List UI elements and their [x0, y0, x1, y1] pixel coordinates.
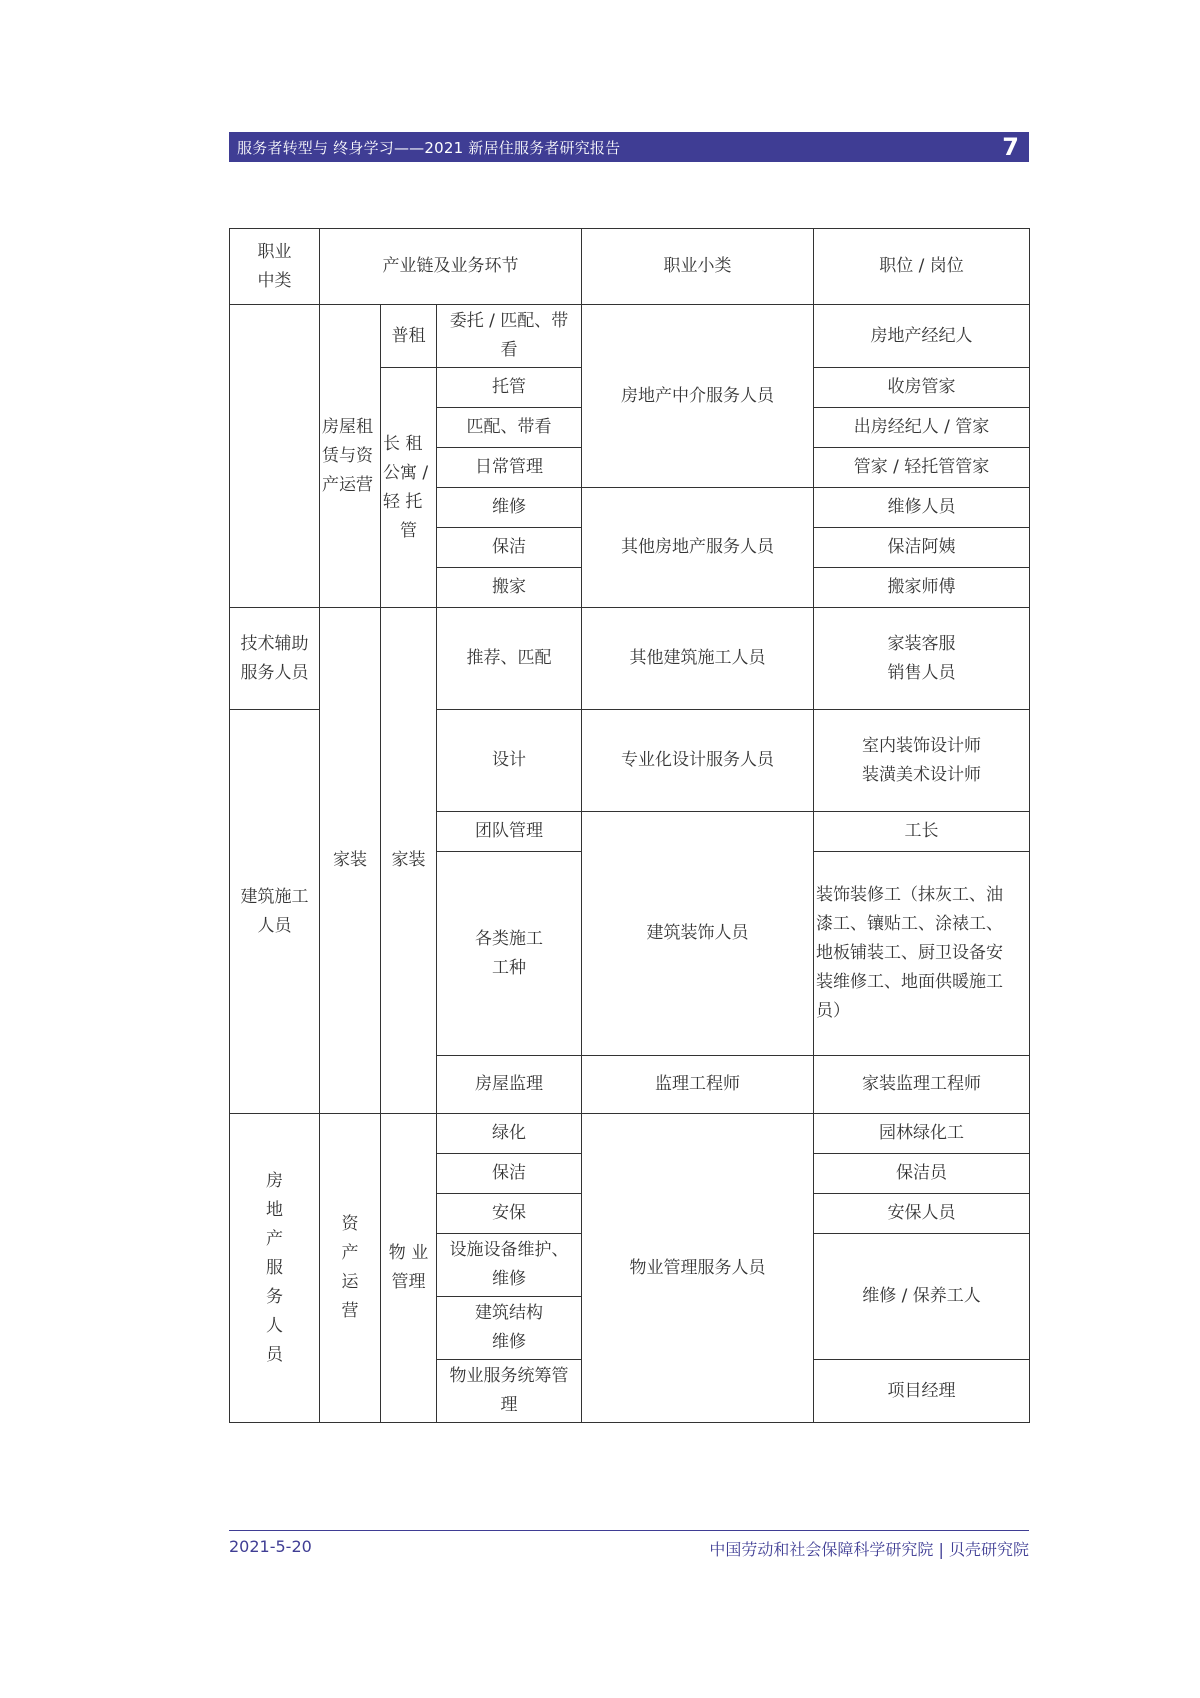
footer-divider [229, 1530, 1029, 1531]
occupation-table [229, 228, 1030, 1423]
position-cell: 搬家师傅 [814, 568, 1030, 608]
position-cell: 保洁阿姨 [814, 528, 1030, 568]
step-cell: 安保 [437, 1194, 582, 1234]
step-cell: 保洁 [437, 1154, 582, 1194]
table-header-row [230, 229, 1030, 305]
position-cell: 出房经纪人 / 管家 [814, 408, 1030, 448]
footer-organizations: 中国劳动和社会保障科学研究院 | 贝壳研究院 [709, 1540, 1029, 1559]
table-row [230, 1114, 1030, 1154]
step-cell: 日常管理 [437, 448, 582, 488]
middle-category-empty [230, 305, 320, 608]
step-cell: 建筑结构 维修 [437, 1297, 582, 1360]
page-number: 7 [1002, 133, 1019, 161]
header-position: 职位 / 岗位 [814, 229, 1030, 305]
sub-category-other-realestate: 其他房地产服务人员 [582, 488, 814, 608]
position-cell: 项目经理 [814, 1360, 1030, 1423]
sub-category-agency: 房地产中介服务人员 [582, 305, 814, 488]
sub-category-supervise: 监理工程师 [582, 1056, 814, 1114]
step-cell: 保洁 [437, 528, 582, 568]
step-cell: 设施设备维护、 维修 [437, 1234, 582, 1297]
step-cell: 维修 [437, 488, 582, 528]
report-title: 服务者转型与 终身学习——2021 新居住服务者研究报告 [237, 138, 621, 157]
chain-property-management: 物 业 管理 [381, 1114, 437, 1423]
header-bar [229, 132, 1029, 162]
chain-home-decor-outer: 家装 [320, 608, 381, 1114]
step-cell: 绿化 [437, 1114, 582, 1154]
position-cell: 园林绿化工 [814, 1114, 1030, 1154]
sub-category-design: 专业化设计服务人员 [582, 710, 814, 812]
sub-category-other-build: 其他建筑施工人员 [582, 608, 814, 710]
step-cell: 推荐、匹配 [437, 608, 582, 710]
step-cell: 房屋监理 [437, 1056, 582, 1114]
position-cell: 家装监理工程师 [814, 1056, 1030, 1114]
position-cell: 维修 / 保养工人 [814, 1234, 1030, 1360]
position-cell: 装饰装修工（抹灰工、油 漆工、镶贴工、涂裱工、 地板铺装工、厨卫设备安 装维修工、地面供暖施工 员） [814, 852, 1030, 1056]
chain-long-rent: 长 租 公寓 / 轻 托 管 [381, 368, 437, 608]
chain-asset-operation: 资 产 运 营 [320, 1114, 381, 1423]
step-cell: 托管 [437, 368, 582, 408]
position-cell: 工长 [814, 812, 1030, 852]
step-cell: 搬家 [437, 568, 582, 608]
header-middle-category: 职业 中类 [230, 229, 320, 305]
step-cell: 设计 [437, 710, 582, 812]
position-cell: 安保人员 [814, 1194, 1030, 1234]
header-chain: 产业链及业务环节 [320, 229, 582, 305]
position-cell: 房地产经纪人 [814, 305, 1030, 368]
position-cell: 收房管家 [814, 368, 1030, 408]
position-cell: 保洁员 [814, 1154, 1030, 1194]
sub-category-decor: 建筑装饰人员 [582, 812, 814, 1056]
table-row [230, 305, 1030, 368]
step-cell: 匹配、带看 [437, 408, 582, 448]
chain-rental-asset: 房屋租 赁与资 产运营 [320, 305, 381, 608]
position-cell: 维修人员 [814, 488, 1030, 528]
step-cell: 团队管理 [437, 812, 582, 852]
chain-regular-rent: 普租 [381, 305, 437, 368]
footer-date: 2021-5-20 [229, 1537, 312, 1556]
step-cell: 各类施工 工种 [437, 852, 582, 1056]
position-cell: 家装客服 销售人员 [814, 608, 1030, 710]
step-cell: 委托 / 匹配、带 看 [437, 305, 582, 368]
step-cell: 物业服务统筹管 理 [437, 1360, 582, 1423]
sub-category-property: 物业管理服务人员 [582, 1114, 814, 1423]
table-row [230, 608, 1030, 710]
header-sub-category: 职业小类 [582, 229, 814, 305]
middle-category-construction: 建筑施工 人员 [230, 710, 320, 1114]
middle-category-realestate-service: 房 地 产 服 务 人 员 [230, 1114, 320, 1423]
chain-home-decor-inner: 家装 [381, 608, 437, 1114]
position-cell: 室内装饰设计师 装潢美术设计师 [814, 710, 1030, 812]
middle-category-tech-support: 技术辅助 服务人员 [230, 608, 320, 710]
position-cell: 管家 / 轻托管管家 [814, 448, 1030, 488]
